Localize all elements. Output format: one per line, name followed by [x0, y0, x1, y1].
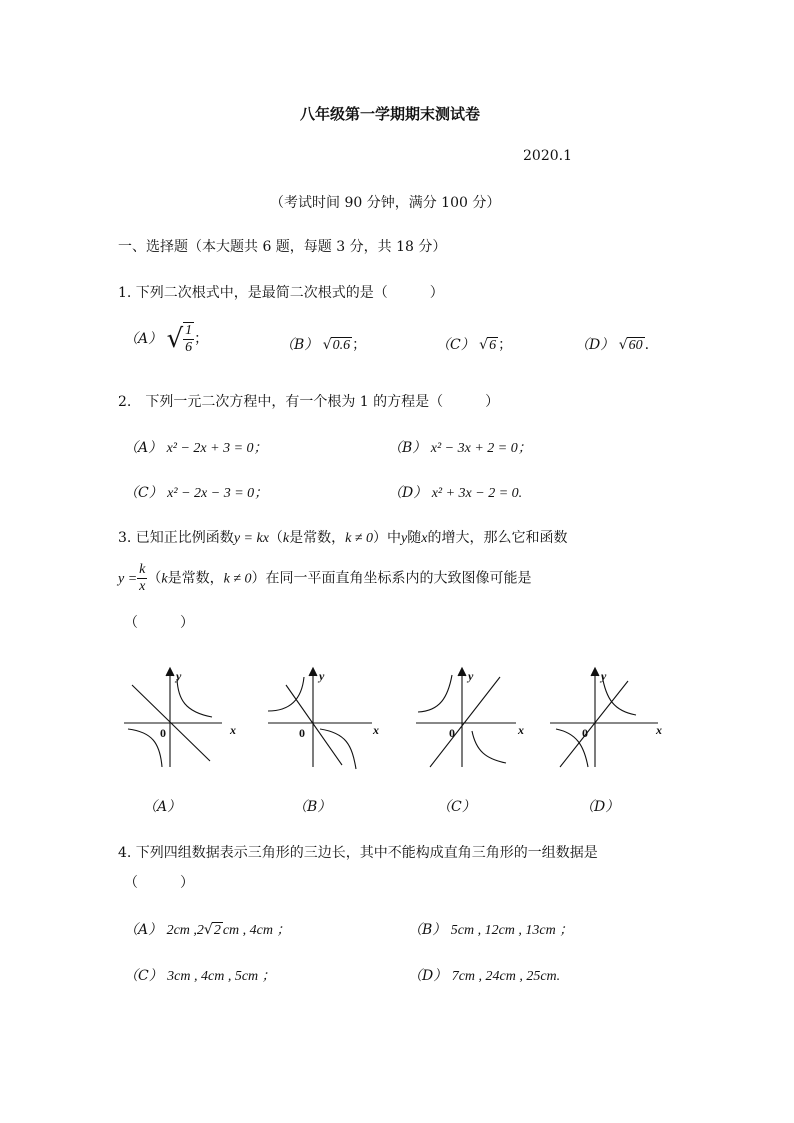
section-heading: 一、选择题（本大题共 6 题，每题 3 分，共 18 分） — [118, 239, 447, 255]
q4-option-d: （D） 7cm , 24cm , 25cm. — [408, 968, 561, 984]
q3-line2: y = $\frac{k}{x}$ （k是常数，k ≠ 0）在同一平面直角坐标系内的大致图像可能是 — [118, 562, 532, 594]
q2-option-a: （A） x² − 2x + 3 = 0； — [124, 440, 268, 456]
q4-option-b: （B） 5cm , 12cm , 13cm ； — [408, 922, 574, 938]
graph-c-origin: 0 — [449, 726, 455, 740]
q3-line1: 3. 已知正比例函数y = kx（k是常数，k ≠ 0）中y随x的增大，那么它和函数 — [118, 530, 568, 546]
q4-stem: 4. 下列四组数据表示三角形的三边长，其中不能构成直角三角形的一组数据是 — [118, 845, 598, 861]
graph-a-y-label: y — [176, 669, 182, 683]
page-title: 八年级第一学期期末测试卷 — [300, 105, 481, 123]
q4-option-a: （A） 2cm ,2√2 cm , 4cm ； — [124, 922, 291, 938]
graph-b — [268, 668, 372, 769]
q1-option-a-label: （A） — [124, 331, 163, 347]
graph-a-label: （A） — [143, 799, 182, 815]
exam-info: （考试时间 90 分钟，满分 100 分） — [270, 195, 501, 211]
q2-option-b: （B） x² − 3x + 2 = 0； — [388, 440, 532, 456]
sqrt-symbol: √ — [166, 324, 184, 354]
graph-d-y-label: y — [601, 669, 607, 683]
q2-option-d: （D） x² + 3x − 2 = 0. — [388, 485, 523, 501]
q3-graphs — [110, 655, 700, 780]
graph-c-label: （C） — [437, 799, 476, 815]
q1-option-b: （B） √0.6 ； — [280, 337, 367, 353]
q1-option-a-fraction: $\frac{1}{6}$ — [185, 323, 193, 355]
q1-stem: 1. 下列二次根式中，是最简二次根式的是（ ） — [118, 285, 444, 301]
graph-c-x-label: x — [518, 723, 524, 737]
graph-b-y-label: y — [319, 669, 325, 683]
q1-option-c: （C） √6 ； — [436, 337, 513, 353]
graph-b-label: （B） — [293, 799, 332, 815]
graph-a — [124, 668, 222, 767]
q2-stem: 2. 下列一元二次方程中，有一个根为 1 的方程是（ ） — [118, 394, 500, 410]
graph-d-x-label: x — [656, 723, 662, 737]
graph-a-origin: 0 — [160, 726, 166, 740]
q3-paren: （ ） — [124, 615, 194, 631]
exam-date: 2020.1 — [523, 148, 572, 164]
q1-option-d: （D） √60 . — [575, 337, 650, 353]
graph-d-origin: 0 — [582, 726, 588, 740]
graph-a-x-label: x — [230, 723, 236, 737]
q2-option-c: （C） x² − 2x − 3 = 0； — [124, 485, 269, 501]
graph-c — [416, 668, 516, 767]
q4-option-c: （C） 3cm , 4cm , 5cm ； — [124, 968, 276, 984]
q4-paren: （ ） — [124, 875, 194, 891]
graph-c-y-label: y — [468, 669, 474, 683]
q1-option-a: （A） √ $\frac{1}{6}$ ； — [124, 323, 209, 355]
graph-b-x-label: x — [373, 723, 379, 737]
graph-b-origin: 0 — [299, 726, 305, 740]
graph-d-label: （D） — [580, 799, 620, 815]
